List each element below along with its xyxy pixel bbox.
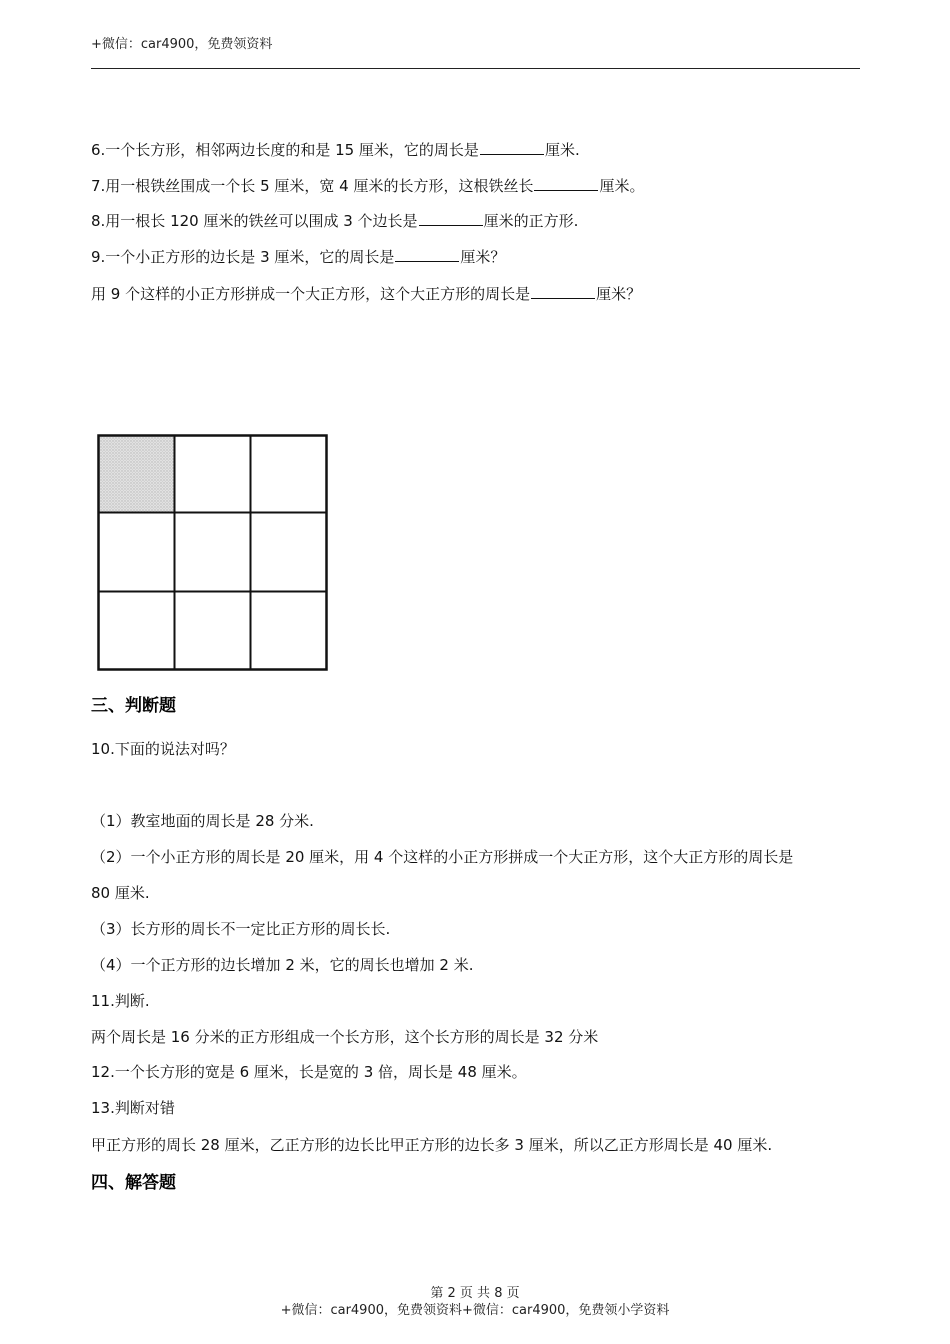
- answer-blank: [480, 140, 544, 155]
- square-grid-figure: [97, 434, 328, 671]
- question-7: [91, 175, 645, 196]
- question-6-text: 6.一个长方形，相邻两边长度的和是 15 厘米，它的周长是: [91, 141, 479, 159]
- question-10-item-3: （3）长方形的周长不一定比正方形的周长长.: [91, 920, 391, 938]
- answer-blank: [419, 211, 483, 226]
- header-rule: [91, 68, 860, 69]
- question-12: 12.一个长方形的宽是 6 厘米，长是宽的 3 倍，周长是 48 厘米。: [91, 1063, 527, 1081]
- question-10-item-2-cont: 80 厘米.: [91, 884, 150, 902]
- question-8-unit: 厘米的正方形.: [483, 212, 579, 230]
- question-9: [91, 246, 505, 267]
- answer-blank: [534, 176, 598, 191]
- question-8-text: 8.用一根长 120 厘米的铁丝可以围成 3 个边长是: [91, 212, 418, 230]
- section-4-title: 四、解答题: [91, 1173, 176, 1193]
- question-6: [91, 139, 580, 160]
- question-7-text: 7.用一根铁丝围成一个长 5 厘米，宽 4 厘米的长方形，这根铁丝长: [91, 177, 534, 195]
- question-9-unit: 厘米？: [460, 248, 506, 266]
- question-13: 13.判断对错: [91, 1099, 175, 1117]
- answer-blank: [531, 284, 595, 299]
- question-9b-unit: 厘米？: [596, 285, 642, 303]
- question-10-item-1: （1）教室地面的周长是 28 分米.: [91, 812, 314, 830]
- question-6-unit: 厘米.: [544, 141, 580, 159]
- question-11: 11.判断.: [91, 992, 150, 1010]
- page-number: 第 2 页 共 8 页: [430, 1286, 520, 1301]
- shaded-small-square: [99, 436, 175, 513]
- footer-ad: +微信：car4900，免费领资料+微信：car4900，免费领小学资料: [280, 1303, 670, 1318]
- question-13-statement: 甲正方形的周长 28 厘米，乙正方形的边长比甲正方形的边长多 3 厘米，所以乙正方形周长是 40 厘米.: [91, 1136, 773, 1154]
- question-9-text: 9.一个小正方形的边长是 3 厘米，它的周长是: [91, 248, 395, 266]
- question-10: 10.下面的说法对吗？: [91, 740, 235, 758]
- section-3-title: 三、判断题: [91, 696, 176, 716]
- question-11-statement: 两个周长是 16 分米的正方形组成一个长方形，这个长方形的周长是 32 分米: [91, 1028, 599, 1046]
- question-7-unit: 厘米。: [599, 177, 645, 195]
- question-8: [91, 210, 578, 231]
- answer-blank: [395, 247, 459, 262]
- question-9b-text: 用 9 个这样的小正方形拼成一个大正方形，这个大正方形的周长是: [91, 285, 531, 303]
- question-10-item-2: （2）一个小正方形的周长是 20 厘米，用 4 个这样的小正方形拼成一个大正方形，这个大正方形的周长是: [91, 848, 794, 866]
- question-9-part-2: [91, 283, 641, 304]
- question-10-item-4: （4）一个正方形的边长增加 2 米，它的周长也增加 2 米.: [91, 956, 474, 974]
- page-header-ad: +微信：car4900，免费领资料: [91, 37, 273, 52]
